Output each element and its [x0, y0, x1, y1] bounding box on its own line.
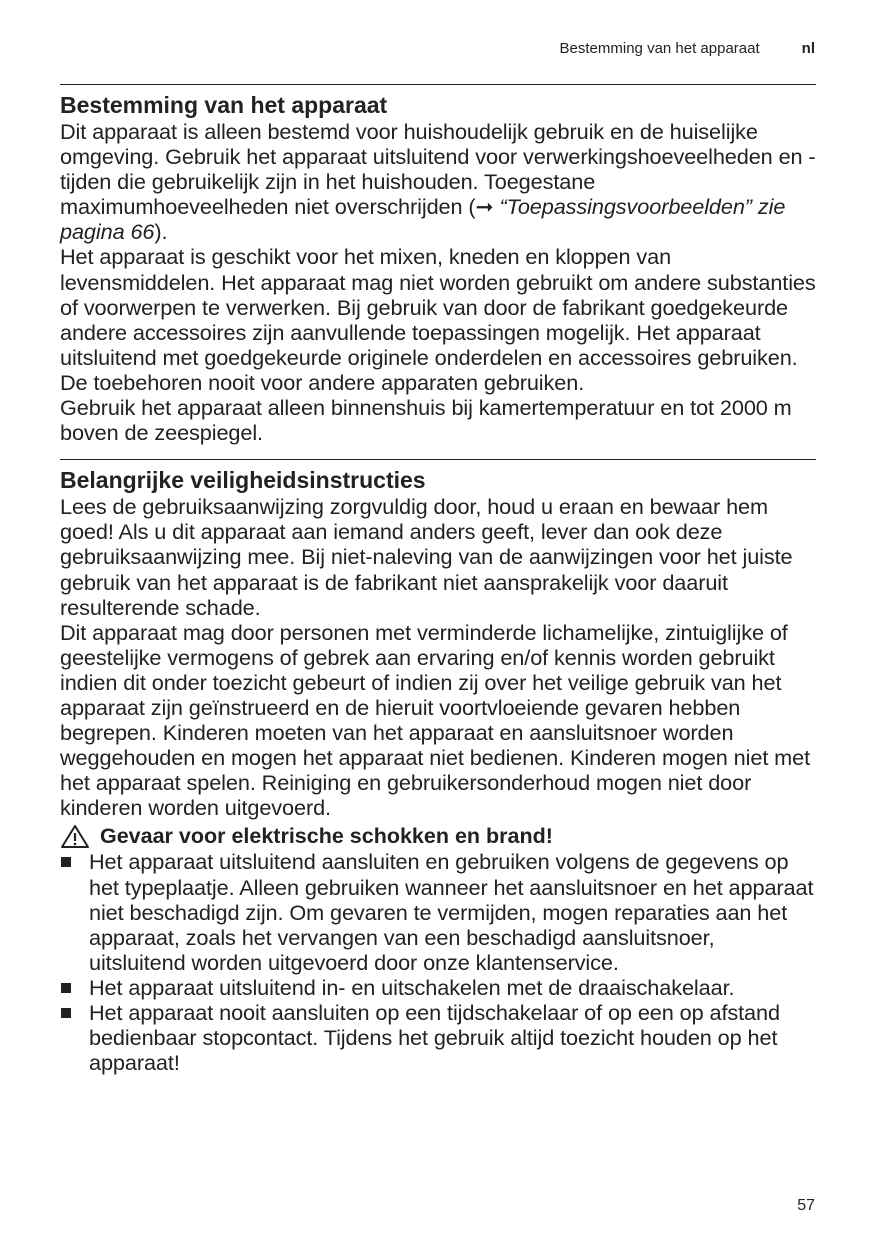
page-content	[60, 84, 816, 1075]
list-item: Het apparaat nooit aansluiten op een tijdschakelaar of op een op afstand bedienbaar stopcontact. Tijdens het gebruik altijd toezicht houden op het apparaat!	[60, 1000, 816, 1075]
safety-bullet-list	[60, 849, 816, 1075]
warning-heading	[60, 824, 816, 849]
running-header	[60, 40, 815, 60]
intended-use-paragraph-2: Het apparaat is geschikt voor het mixen, kneden en kloppen van levensmiddelen. Het apparaat mag niet worden gebruikt om andere substanties of voorwerpen te verwerken. Bij gebruik van door de fabrikant goedgekeurde andere accessoires zijn aanvullende toepassingen mogelijk. Het apparaat uitsluitend met goedgekeurde originele onderdelen en accessoires gebruiken. De toebehoren nooit voor andere apparaten gebruiken.	[60, 244, 816, 395]
section-intended-use	[60, 84, 816, 445]
safety-paragraph-1: Lees de gebruiksaanwijzing zorgvuldig door, houd u eraan en bewaar hem goed! Als u dit apparaat aan iemand anders geeft, lever dan ook deze gebruiksaanwijzing mee. Bij niet-naleving van de aanwijzingen voor het juiste gebruik van het apparaat is de fabrikant niet aansprakelijk voor daaruit resulterende schade.	[60, 494, 793, 620]
section-spacer	[60, 445, 816, 459]
list-item: Het apparaat uitsluitend aansluiten en gebruiken volgens de gegevens op het typeplaatje. Alleen gebruiken wanneer het aansluitsnoer en het apparaat niet beschadigd zijn. Om gevaren te vermijden, mogen reparaties aan het apparaat, zoals het vervangen van een beschadigd aansluitsnoer, uitsluitend worden uitgevoerd door onze klantenservice.	[60, 849, 816, 974]
safety-paragraph-2: Dit apparaat mag door personen met verminderde lichamelijke, zintuiglijke of geestelijke vermogens of gebrek aan ervaring en/of kennis worden gebruikt indien dit onder toezicht gebeurt of indien zij over het veilige gebruik van het apparaat zijn geïnstrueerd en de hieruit voortvloeiende gevaren hebben begrepen. Kinderen moeten van het apparaat en aansluitsnoer worden weggehouden en mogen het apparaat niet bedienen. Kinderen mogen niet met het apparaat spelen. Reiniging en gebruikersonderhoud mogen niet door kinderen worden uitgevoerd.	[60, 619, 811, 821]
running-header-title: Bestemming van het apparaat	[559, 40, 760, 57]
warning-triangle-icon	[60, 824, 90, 849]
section-title-intended-use: Bestemming van het apparaat	[60, 92, 388, 118]
page-number: 57	[797, 1197, 815, 1214]
square-bullet-icon	[61, 1008, 71, 1018]
section-title-safety: Belangrijke veiligheidsinstructies	[60, 467, 426, 494]
language-code: nl	[801, 40, 815, 57]
arrow-right-icon: ➞	[475, 194, 494, 220]
cross-reference-text: “Toepassingsvoorbeelden” zie pagina 66	[60, 194, 786, 245]
section-safety-instructions	[60, 459, 816, 1075]
square-bullet-icon	[61, 983, 71, 993]
cross-reference[interactable]: (➞ “Toepassingsvoorbeelden” zie pagina 66).	[60, 194, 786, 245]
intended-use-paragraph-1-text: Dit apparaat is alleen bestemd voor huishoudelijk gebruik en de huiselijke omgeving. Gebruik het apparaat uitsluitend voor verwerkingshoeveelheden en -tijden die gebruikelijk zijn in het huishouden. Toegestane maximumhoeveelheden niet overschrijden	[60, 119, 816, 220]
warning-title: Gevaar voor elektrische schokken en brand!	[100, 824, 553, 849]
intended-use-paragraph-1	[60, 119, 816, 244]
intended-use-paragraph-3: Gebruik het apparaat alleen binnenshuis bij kamertemperatuur en tot 2000 m boven de zeespiegel.	[60, 395, 792, 446]
square-bullet-icon	[61, 857, 71, 867]
list-item: Het apparaat uitsluitend in- en uitschakelen met de draaischakelaar.	[60, 975, 816, 1000]
